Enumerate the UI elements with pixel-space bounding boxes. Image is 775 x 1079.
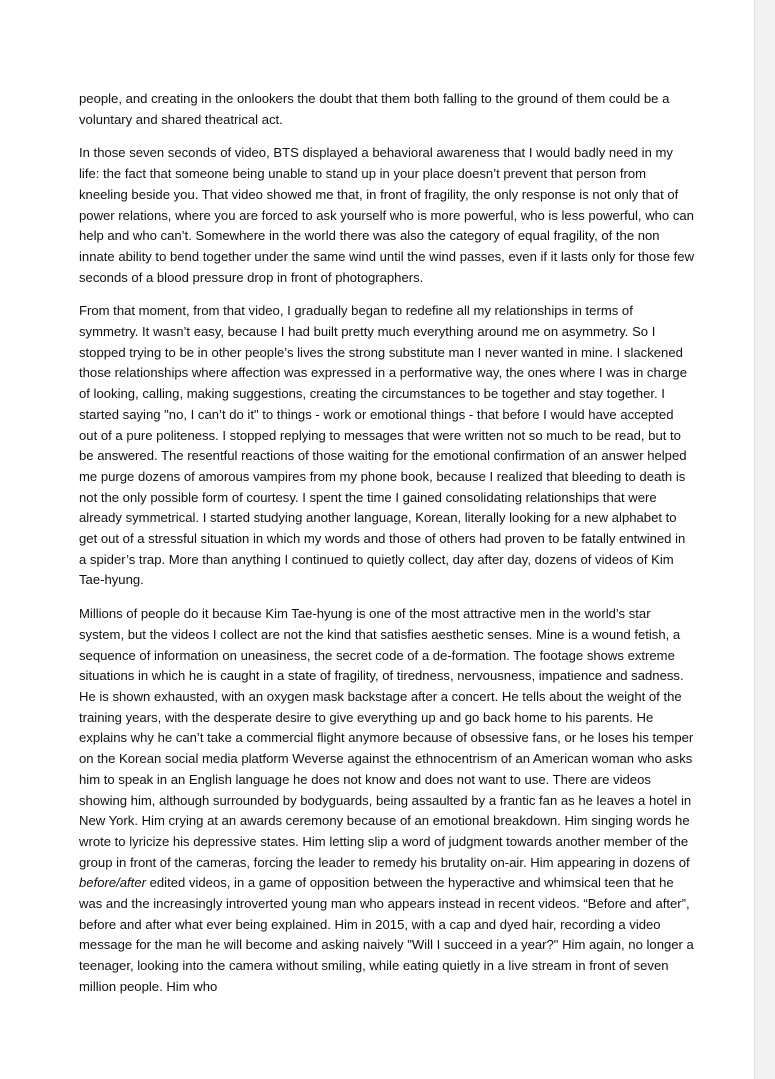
paragraph-4-text-start: Millions of people do it because Kim Tae-hyung is one of the most attractive men in the world’s star system, but the videos I collect are not the kind that satisfies aesthetic senses. Mine is a wound fetish, a sequence of information on uneasiness, the secret code of a de-formation. The footage shows extreme situations in which he is caught in a state of fragility, of tiredness, nervousness, impatience and sadness. He is shown exhausted, with an oxygen mask backstage after a concert. He tells about the weight of the training years, with the desperate desire to give everything up and go back home to his parents. He explains why he can’t take a commercial flight anymore because of obsessive fans, or he loses his temper on the Korean social media platform Weverse against the ethnocentrism of an American woman who asks him to speak in an English language he does not know and does not want to use. There are videos showing him, although surrounded by bodyguards, being assaulted by a frantic fan as he leaves a hotel in New York. Him crying at an awards ceremony because of an emotional breakdown. Him singing words he wrote to lyricize his depressive states. Him letting slip a word of judgment towards another member of the group in front of the cameras, forcing the leader to remedy his brutality on-air. Him appearing in dozens of bbox=[79, 606, 694, 870]
document-body bbox=[79, 89, 695, 1011]
scrollbar-track[interactable] bbox=[754, 0, 775, 1079]
paragraph-2: In those seven seconds of video, BTS displayed a behavioral awareness that I would badly need in my life: the fact that someone being unable to stand up in your place doesn’t prevent that person from kneeling beside you. That video showed me that, in front of fragility, the only response is not only that of power relations, where you are forced to ask yourself who is more powerful, who is less powerful, who can help and who can’t. Somewhere in the world there was also the category of equal fragility, of the non innate ability to bend together under the same wind until the wind passes, even if it lasts only for those few seconds of a blood pressure drop in front of photographers. bbox=[79, 145, 695, 285]
paragraph-4-italic-term: before/after bbox=[79, 875, 146, 891]
paragraph-4-text-end: edited videos, in a game of opposition between the hyperactive and whimsical teen that he was and the increasingly introverted young man who appears instead in recent videos. “Before and after”, before and after what ever being explained. Him in 2015, with a cap and dyed hair, recording a video message for the man he will become and asking naively "Will I succeed in a year?" Him again, no longer a teenager, looking into the camera without smiling, while eating quietly in a live stream in front of seven million people. Him who bbox=[79, 875, 694, 994]
paragraph-1: people, and creating in the onlookers the doubt that them both falling to the ground of them could be a voluntary and shared theatrical act. bbox=[79, 91, 670, 127]
paragraph-3: From that moment, from that video, I gradually began to redefine all my relationships in terms of symmetry. It wasn’t easy, because I had built pretty much everything around me on asymmetry. So I stopped trying to be in other people’s lives the strong substitute man I never wanted in mine. I slackened those relationships where affection was expressed in a performative way, the ones where I was in charge of looking, calling, making suggestions, creating the circumstances to be together and stay together. I started saying "no, I can’t do it" to things - work or emotional things - that before I would have accepted out of a pure politeness. I stopped replying to messages that were written not so much to be read, but to be answered. The resentful reactions of those waiting for the emotional confirmation of an answer helped me purge dozens of amorous vampires from my phone book, because I realized that bleeding to death is not the only possible form of courtesy. I spent the time I gained consolidating relationships that were already symmetrical. I started studying another language, Korean, literally looking for a new alphabet to get out of a stressful situation in which my words and those of others had proven to be fatally entwined in a spider’s trap. More than anything I continued to quietly collect, day after day, dozens of videos of Kim Tae-hyung. bbox=[79, 303, 687, 588]
paragraph-4 bbox=[79, 604, 695, 997]
